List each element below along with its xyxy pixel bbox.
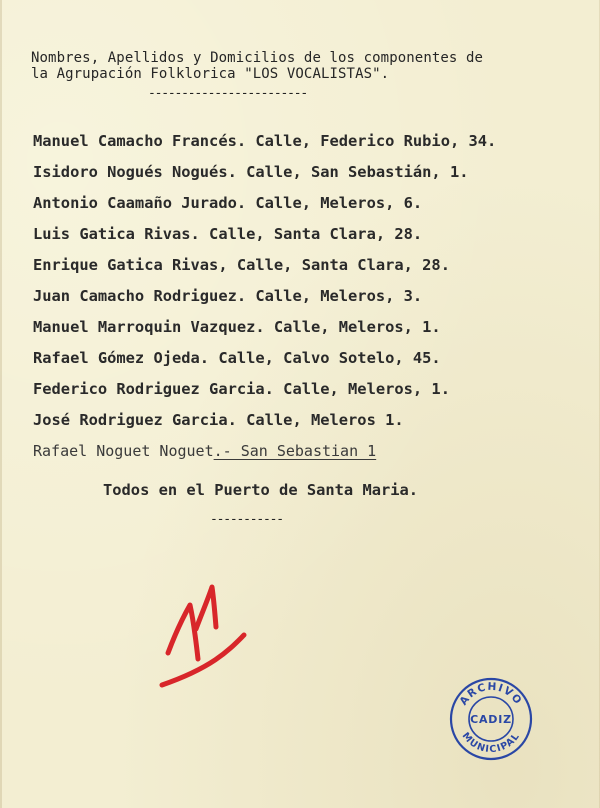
- footer-rule: -----------: [210, 512, 283, 527]
- member-entry: Manuel Marroquin Vazquez. Calle, Meleros, 1.: [33, 318, 441, 336]
- header-line-1: Nombres, Apellidos y Domicilios de los componentes de: [31, 50, 484, 66]
- stamp-bottom-text: MUNICIPAL: [459, 730, 523, 756]
- header-rule: ------------------------: [148, 86, 308, 101]
- header-line-2: la Agrupación Folklorica "LOS VOCALISTAS".: [31, 66, 390, 82]
- stamp-top-text: ARCHIVO: [457, 680, 525, 708]
- member-entry: Federico Rodriguez Garcia. Calle, Meleros, 1.: [33, 380, 450, 398]
- member-entry: José Rodriguez Garcia. Calle, Meleros 1.: [33, 411, 404, 429]
- handwritten-number-mark: [140, 575, 260, 695]
- document-header: [31, 50, 576, 82]
- member-entry: Antonio Caamaño Jurado. Calle, Meleros, 6.: [33, 194, 423, 212]
- footer-note: Todos en el Puerto de Santa Maria.: [103, 481, 419, 499]
- member-entry: Isidoro Nogués Nogués. Calle, San Sebastián, 1.: [33, 163, 469, 181]
- member-address: .- San Sebastian 1: [213, 442, 377, 460]
- member-name: Rafael Noguet Noguet: [33, 442, 214, 460]
- svg-text:ARCHIVO: [457, 681, 524, 708]
- archive-stamp: [448, 676, 534, 762]
- member-entry-last: [33, 441, 573, 472]
- member-entry: Enrique Gatica Rivas, Calle, Santa Clara, 28.: [33, 256, 450, 274]
- member-list: [33, 131, 573, 472]
- member-entry: Luis Gatica Rivas. Calle, Santa Clara, 28.: [33, 225, 423, 243]
- member-entry: Rafael Gómez Ojeda. Calle, Calvo Sotelo, 45.: [33, 349, 441, 367]
- member-entry: Juan Camacho Rodriguez. Calle, Meleros, 3.: [33, 287, 423, 305]
- member-entry: Manuel Camacho Francés. Calle, Federico Rubio, 34.: [33, 132, 497, 150]
- stamp-center-text: CADIZ: [470, 713, 512, 726]
